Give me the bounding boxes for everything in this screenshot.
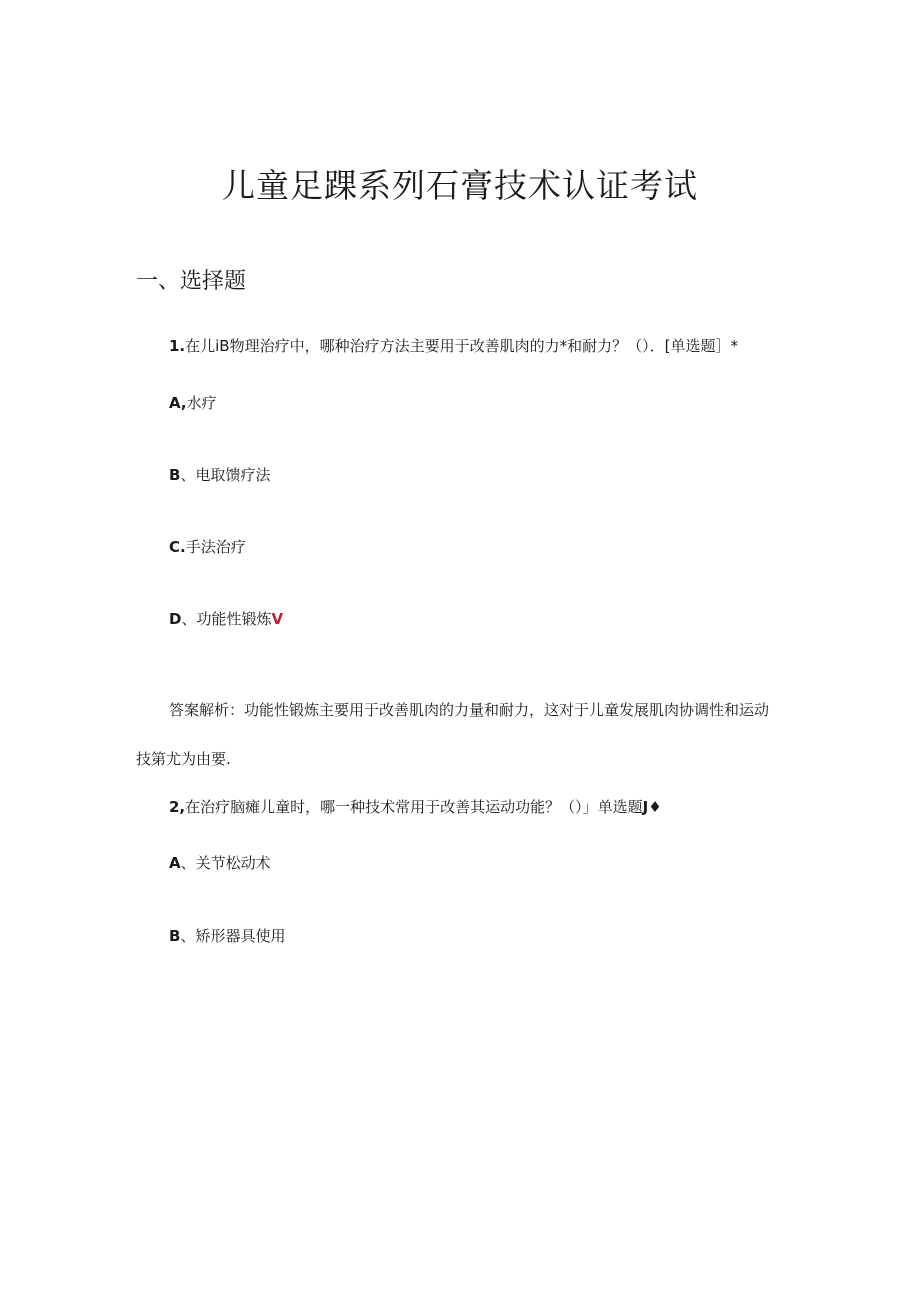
question-1-option-a[interactable] <box>169 391 217 415</box>
option-letter: B <box>169 927 181 945</box>
question-number: 1. <box>169 337 186 355</box>
question-1-option-d[interactable] <box>169 607 283 631</box>
document-title: 儿童足踝系列石膏技术认证考试 <box>222 166 698 205</box>
question-number: 2, <box>169 798 186 816</box>
question-text: 在儿iB物理治疗中，哪种治疗方法主要用于改善肌肉的力*和耐力？（）．[单选题］* <box>185 337 738 355</box>
question-1-option-c[interactable] <box>169 535 246 559</box>
question-1 <box>169 334 738 358</box>
option-text: 、关节松动术 <box>180 854 271 872</box>
question-text: 在治疗脑瘫儿童时，哪一种技术常用于改善其运动功能？（）」单选题 <box>185 798 643 816</box>
correct-answer-mark: V <box>271 610 284 628</box>
question-1-option-b[interactable] <box>169 463 270 487</box>
option-text: 、矫形器具使用 <box>180 927 286 945</box>
question-2-option-b[interactable] <box>169 924 285 948</box>
answer-explanation-continued: 技第尤为由要. <box>136 750 231 768</box>
answer-explanation: 答案解析：功能性锻炼主要用于改善肌肉的力量和耐力，这对于儿童发展肌肉协调性和运动 <box>169 701 770 719</box>
option-text: 手法治疗 <box>185 538 246 556</box>
option-letter: A <box>169 854 181 872</box>
section-heading: 一、选择题 <box>136 269 247 294</box>
option-text: 、功能性锻炼 <box>181 610 272 628</box>
question-2 <box>169 795 662 819</box>
option-text: 、电取馈疗法 <box>180 466 271 484</box>
option-text: 水疗 <box>186 394 217 412</box>
question-suffix: J♦ <box>642 798 662 816</box>
option-letter: B <box>169 466 181 484</box>
option-letter: C. <box>169 538 186 556</box>
option-letter: D <box>169 610 182 628</box>
option-letter: A, <box>169 394 187 412</box>
question-2-option-a[interactable] <box>169 851 271 875</box>
